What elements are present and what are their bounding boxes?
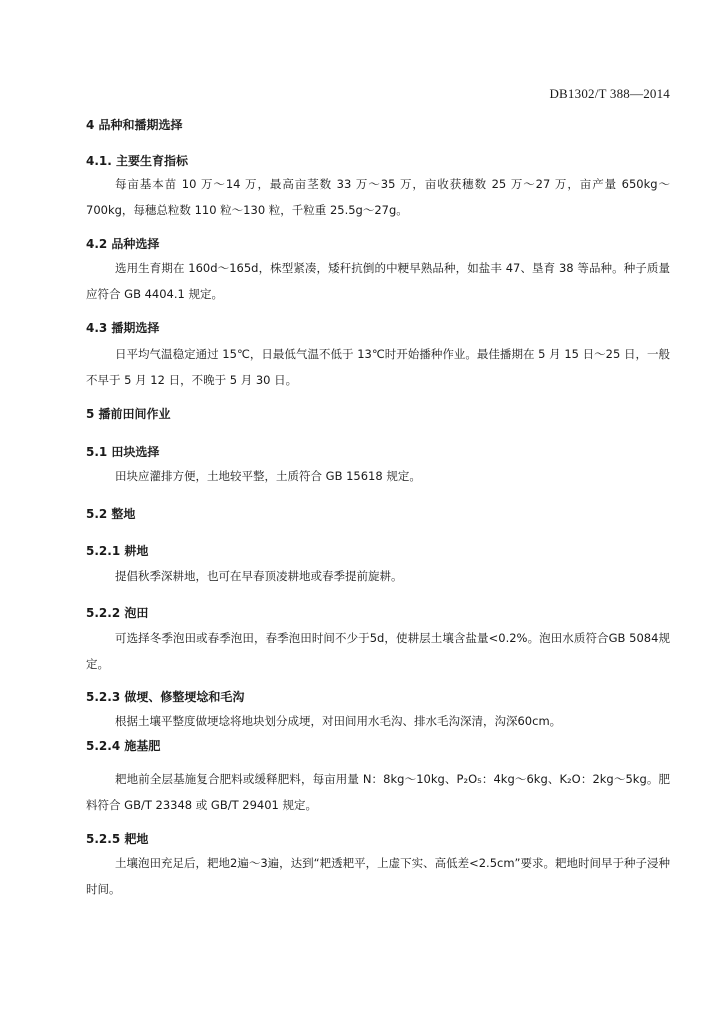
section-heading: 4.2 品种选择	[86, 237, 160, 251]
paragraph	[86, 850, 670, 902]
section-heading: 5.2.5 耙地	[86, 832, 149, 846]
section-heading: 4.1. 主要生育指标	[86, 154, 188, 168]
text-line: 耙地前全层基施复合肥料或缓释肥料，每亩用量 N：8kg～10kg、P₂O₅：4kg～6kg、K₂O：2kg～5kg。肥	[115, 772, 670, 786]
text-line: 种子浸种时间。	[86, 856, 670, 896]
text-line: 规定。	[86, 631, 671, 671]
text-line: 选用生育期在 160d～165d，株型紧凑，矮秆抗倒的中粳早熟品种，如盐丰 47、垦育 38 等品种。种子	[115, 261, 647, 275]
section-heading: 5.1 田块选择	[86, 445, 160, 459]
paragraph	[86, 766, 670, 818]
paragraph	[86, 563, 670, 589]
section-heading: 5.2.1 耕地	[86, 544, 149, 558]
text-line: 田块应灌排方便，土地较平整，土质符合 GB 15618 规定。	[115, 469, 421, 483]
text-line: 每穗总粒数 110 粒～130 粒，千粒重 25.5g～27g。	[133, 203, 408, 217]
text-line: 提倡秋季深耕地，也可在早春顶凌耕地或春季提前旋耕。	[115, 569, 403, 583]
text-line: 日平均气温稳定通过 15℃，日最低气温不低于 13℃时开始播种作业。最佳播期在 5 月 15 日～25 日，	[115, 347, 647, 361]
text-line: 质量应符合 GB 4404.1 规定。	[86, 261, 670, 301]
paragraph	[86, 255, 670, 307]
paragraph	[86, 341, 670, 393]
section-heading: 5 播前田间作业	[86, 407, 171, 421]
section-heading: 5.2.4 施基肥	[86, 739, 161, 753]
paragraph	[86, 463, 670, 489]
text-line: 可选择冬季泡田或春季泡田，春季泡田时间不少于5d，使耕层土壤含盐量<0.2%。泡田水质符合GB 5084	[115, 631, 659, 645]
text-line: 根据土壤平整度做埂埝将地块划分成埂，对田间用水毛沟、排水毛沟深清，沟深60cm。	[115, 714, 562, 728]
text-line: 土壤泡田充足后，耙地2遍～3遍，达到“耙透耙平，上虚下实、高低差<2.5cm”要求。耙地时间早于	[115, 856, 624, 870]
section-heading: 5.2.3 做埂、修整埂埝和毛沟	[86, 690, 245, 704]
text-line: 每亩基本苗 10 万～14 万，最高亩茎数 33 万～35 万，亩收获穗数 25 万～27 万，亩产量 650kg～700kg，	[86, 177, 670, 217]
text-line: 料符合 GB/T 23348 或 GB/T 29401 规定。	[86, 798, 317, 812]
paragraph	[86, 171, 670, 223]
paragraph	[86, 625, 670, 677]
section-heading: 5.2.2 泡田	[86, 606, 149, 620]
paragraph	[86, 708, 670, 734]
section-heading: 4 品种和播期选择	[86, 118, 183, 132]
document-id: DB1302/T 388—2014	[549, 86, 670, 101]
section-heading: 4.3 播期选择	[86, 321, 160, 335]
section-heading: 5.2 整地	[86, 507, 136, 521]
text-line: 一般不早于 5 月 12 日，不晚于 5 月 30 日。	[86, 347, 670, 387]
